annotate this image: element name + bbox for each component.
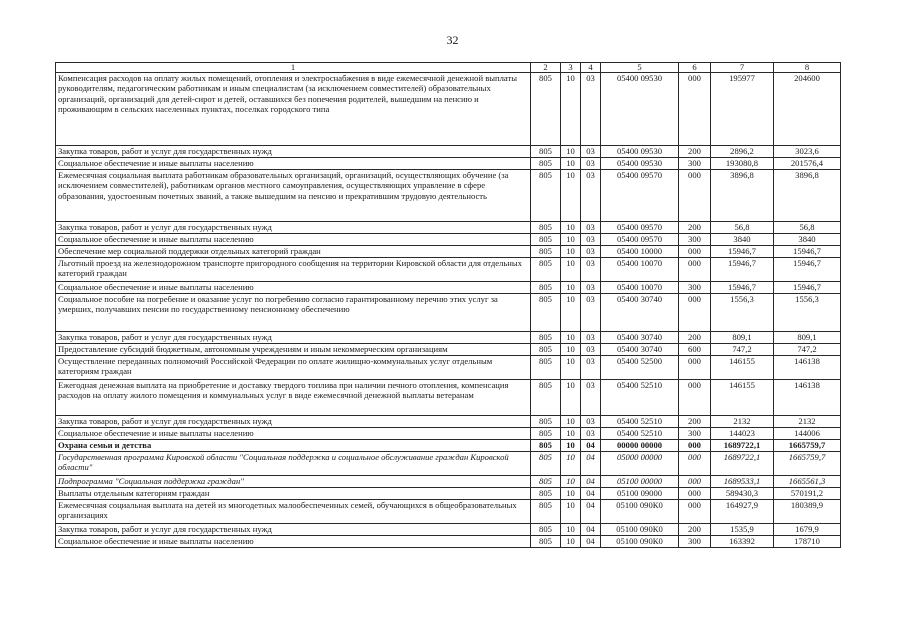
cell-amount-year1: 195977: [711, 73, 774, 146]
cell-subsection: 03: [581, 380, 601, 416]
cell-expense-type: 000: [679, 258, 711, 282]
cell-ministry: 805: [531, 356, 561, 380]
cell-ministry: 805: [531, 344, 561, 356]
cell-target-code: 05100 09000: [601, 488, 679, 500]
cell-ministry: 805: [531, 416, 561, 428]
table-row: [56, 344, 841, 356]
cell-target-code: 05400 10070: [601, 282, 679, 294]
cell-target-code: 05400 30740: [601, 294, 679, 332]
header-cell: 5: [601, 63, 679, 73]
cell-subsection: 03: [581, 73, 601, 146]
cell-section: 10: [561, 294, 581, 332]
table-row: [56, 222, 841, 234]
cell-amount-year2: 15946,7: [774, 282, 841, 294]
cell-amount-year2: 3896,8: [774, 170, 841, 222]
cell-subsection: 03: [581, 356, 601, 380]
cell-amount-year2: 15946,7: [774, 258, 841, 282]
cell-expense-type: 000: [679, 380, 711, 416]
cell-amount-year1: 146155: [711, 356, 774, 380]
cell-target-code: 05400 10000: [601, 246, 679, 258]
page-number: 32: [446, 33, 459, 47]
cell-name: Ежегодная денежная выплата на приобретение и доставку твердого топлива при наличии печного отопления, компенсация расходов на оплату жилого помещения и коммунальных услуг в виде ежемесячной денежной выплаты ветеранам: [56, 380, 531, 416]
table-row: [56, 452, 841, 476]
cell-amount-year2: 146138: [774, 380, 841, 416]
table-row: [56, 536, 841, 548]
cell-amount-year1: 15946,7: [711, 282, 774, 294]
cell-amount-year2: 144006: [774, 428, 841, 440]
cell-subsection: 04: [581, 488, 601, 500]
cell-amount-year2: 201576,4: [774, 158, 841, 170]
cell-ministry: 805: [531, 332, 561, 344]
cell-amount-year2: 747,2: [774, 344, 841, 356]
cell-target-code: 05100 090К0: [601, 500, 679, 524]
cell-section: 10: [561, 344, 581, 356]
cell-amount-year2: 1679,9: [774, 524, 841, 536]
cell-expense-type: 000: [679, 440, 711, 452]
cell-ministry: 805: [531, 234, 561, 246]
cell-target-code: 05100 090К0: [601, 536, 679, 548]
table-row: [56, 282, 841, 294]
cell-name: Закупка товаров, работ и услуг для государственных нужд: [56, 416, 531, 428]
budget-table: [55, 62, 841, 548]
cell-expense-type: 300: [679, 536, 711, 548]
cell-ministry: 805: [531, 282, 561, 294]
cell-target-code: 05400 09530: [601, 146, 679, 158]
cell-ministry: 805: [531, 222, 561, 234]
table-header-row: [56, 63, 841, 73]
cell-subsection: 04: [581, 440, 601, 452]
cell-ministry: 805: [531, 246, 561, 258]
cell-amount-year1: 1689722,1: [711, 440, 774, 452]
cell-target-code: 00000 00000: [601, 440, 679, 452]
header-cell: 8: [774, 63, 841, 73]
cell-amount-year2: 1556,3: [774, 294, 841, 332]
table-row: [56, 170, 841, 222]
cell-name: Обеспечение мер социальной поддержки отдельных категорий граждан: [56, 246, 531, 258]
cell-amount-year1: 3840: [711, 234, 774, 246]
table-row: [56, 488, 841, 500]
cell-amount-year1: 1556,3: [711, 294, 774, 332]
cell-target-code: 05100 00000: [601, 476, 679, 488]
cell-subsection: 03: [581, 416, 601, 428]
cell-amount-year1: 2896,2: [711, 146, 774, 158]
table-row: [56, 73, 841, 146]
cell-expense-type: 300: [679, 282, 711, 294]
cell-section: 10: [561, 524, 581, 536]
cell-subsection: 03: [581, 170, 601, 222]
cell-expense-type: 000: [679, 452, 711, 476]
cell-subsection: 03: [581, 146, 601, 158]
cell-section: 10: [561, 416, 581, 428]
cell-expense-type: 000: [679, 356, 711, 380]
cell-section: 10: [561, 428, 581, 440]
cell-subsection: 03: [581, 332, 601, 344]
cell-ministry: 805: [531, 500, 561, 524]
cell-target-code: 05000 00000: [601, 452, 679, 476]
cell-name: Государственная программа Кировской области "Социальная поддержка и социальное обслуживание граждан Кировской области": [56, 452, 531, 476]
cell-target-code: 05400 10070: [601, 258, 679, 282]
cell-target-code: 05400 30740: [601, 332, 679, 344]
cell-expense-type: 600: [679, 344, 711, 356]
cell-section: 10: [561, 73, 581, 146]
cell-amount-year2: 2132: [774, 416, 841, 428]
cell-amount-year2: 1665759,7: [774, 440, 841, 452]
cell-subsection: 03: [581, 294, 601, 332]
cell-expense-type: 200: [679, 146, 711, 158]
cell-subsection: 03: [581, 158, 601, 170]
cell-name: Закупка товаров, работ и услуг для государственных нужд: [56, 524, 531, 536]
cell-amount-year2: 1665561,3: [774, 476, 841, 488]
cell-subsection: 03: [581, 258, 601, 282]
cell-name: Закупка товаров, работ и услуг для государственных нужд: [56, 222, 531, 234]
cell-name: Социальное обеспечение и иные выплаты населению: [56, 234, 531, 246]
cell-ministry: 805: [531, 536, 561, 548]
cell-expense-type: 300: [679, 158, 711, 170]
cell-ministry: 805: [531, 158, 561, 170]
table-row: [56, 428, 841, 440]
cell-name: Ежемесячная социальная выплата работникам образовательных организаций, организаций, осуществляющих обучение (за исключением совместителей), работникам органов местного самоуправления, осуществляющих управление в сфере образования, удостоенным почетных званий, а также вышедшим на пенсию и прекратившим трудовую деятельность: [56, 170, 531, 222]
cell-amount-year2: 1665759,7: [774, 452, 841, 476]
header-cell: 4: [581, 63, 601, 73]
cell-target-code: 05400 52510: [601, 428, 679, 440]
cell-amount-year2: 56,8: [774, 222, 841, 234]
cell-amount-year1: 2132: [711, 416, 774, 428]
cell-target-code: 05400 52510: [601, 416, 679, 428]
cell-amount-year1: 809,1: [711, 332, 774, 344]
cell-amount-year2: 178710: [774, 536, 841, 548]
cell-subsection: 03: [581, 428, 601, 440]
cell-subsection: 04: [581, 536, 601, 548]
cell-subsection: 04: [581, 500, 601, 524]
cell-section: 10: [561, 476, 581, 488]
cell-target-code: 05400 52510: [601, 380, 679, 416]
cell-ministry: 805: [531, 440, 561, 452]
cell-name: Компенсация расходов на оплату жилых помещений, отопления и электроснабжения в виде ежемесячной денежной выплаты руководителям, педагогическим работникам и иным специалистам (за исключением совместителей) образовательных организаций, организаций для детей-сирот и детей, оставшихся без попечения родителей, вышедшим на пенсию и проживающим в сельских населенных пунктах, поселках городского типа: [56, 73, 531, 146]
cell-section: 10: [561, 222, 581, 234]
cell-amount-year2: 3023,6: [774, 146, 841, 158]
cell-subsection: 03: [581, 246, 601, 258]
cell-target-code: 05100 090К0: [601, 524, 679, 536]
cell-expense-type: 200: [679, 332, 711, 344]
cell-amount-year1: 15946,7: [711, 258, 774, 282]
cell-target-code: 05400 52500: [601, 356, 679, 380]
cell-target-code: 05400 09530: [601, 158, 679, 170]
cell-name: Осуществление переданных полномочий Российской Федерации по оплате жилищно-коммунальных услуг отдельным категориям граждан: [56, 356, 531, 380]
cell-name: Социальное обеспечение и иные выплаты населению: [56, 536, 531, 548]
cell-expense-type: 000: [679, 246, 711, 258]
cell-amount-year1: 1535,9: [711, 524, 774, 536]
cell-section: 10: [561, 380, 581, 416]
cell-subsection: 03: [581, 234, 601, 246]
header-cell: 6: [679, 63, 711, 73]
table-row: [56, 258, 841, 282]
header-cell: 3: [561, 63, 581, 73]
cell-name: Социальное обеспечение и иные выплаты населению: [56, 282, 531, 294]
cell-name: Социальное пособие на погребение и оказание услуг по погребению согласно гарантированному перечню этих услуг за умерших, получавших пенсии по государственному пенсионному обеспечению: [56, 294, 531, 332]
cell-amount-year2: 180389,9: [774, 500, 841, 524]
cell-amount-year1: 164927,9: [711, 500, 774, 524]
cell-amount-year2: 146138: [774, 356, 841, 380]
cell-expense-type: 000: [679, 73, 711, 146]
table-row: [56, 294, 841, 332]
table-row: [56, 146, 841, 158]
cell-section: 10: [561, 146, 581, 158]
cell-ministry: 805: [531, 476, 561, 488]
cell-ministry: 805: [531, 146, 561, 158]
cell-ministry: 805: [531, 258, 561, 282]
cell-amount-year1: 56,8: [711, 222, 774, 234]
table-row: [56, 524, 841, 536]
cell-expense-type: 000: [679, 488, 711, 500]
header-cell: 7: [711, 63, 774, 73]
cell-target-code: 05400 30740: [601, 344, 679, 356]
cell-expense-type: 300: [679, 428, 711, 440]
cell-amount-year1: 146155: [711, 380, 774, 416]
cell-name: Ежемесячная социальная выплата на детей из многодетных малообеспеченных семей, обучающихся в общеобразовательных организациях: [56, 500, 531, 524]
cell-expense-type: 200: [679, 416, 711, 428]
table-row: [56, 500, 841, 524]
cell-amount-year1: 3896,8: [711, 170, 774, 222]
cell-subsection: 03: [581, 282, 601, 294]
cell-section: 10: [561, 158, 581, 170]
cell-section: 10: [561, 258, 581, 282]
table-row: [56, 416, 841, 428]
cell-name: Предоставление субсидий бюджетным, автономным учреждениям и иным некоммерческим организациям: [56, 344, 531, 356]
cell-name: Подпрограмма "Социальная поддержка граждан": [56, 476, 531, 488]
cell-target-code: 05400 09570: [601, 222, 679, 234]
cell-subsection: 03: [581, 222, 601, 234]
cell-ministry: 805: [531, 73, 561, 146]
table-row: [56, 380, 841, 416]
cell-section: 10: [561, 170, 581, 222]
table-row: [56, 234, 841, 246]
cell-amount-year2: 3840: [774, 234, 841, 246]
cell-name: Закупка товаров, работ и услуг для государственных нужд: [56, 146, 531, 158]
cell-amount-year1: 193080,8: [711, 158, 774, 170]
cell-subsection: 04: [581, 476, 601, 488]
cell-amount-year1: 15946,7: [711, 246, 774, 258]
cell-section: 10: [561, 332, 581, 344]
cell-ministry: 805: [531, 294, 561, 332]
cell-expense-type: 000: [679, 476, 711, 488]
cell-amount-year2: 15946,7: [774, 246, 841, 258]
cell-ministry: 805: [531, 452, 561, 476]
cell-expense-type: 000: [679, 500, 711, 524]
cell-ministry: 805: [531, 428, 561, 440]
header-cell: 1: [56, 63, 531, 73]
cell-name: Закупка товаров, работ и услуг для государственных нужд: [56, 332, 531, 344]
cell-amount-year1: 163392: [711, 536, 774, 548]
cell-expense-type: 000: [679, 294, 711, 332]
cell-name: Охрана семьи и детства: [56, 440, 531, 452]
cell-ministry: 805: [531, 380, 561, 416]
cell-subsection: 04: [581, 524, 601, 536]
table-row: [56, 476, 841, 488]
cell-name: Социальное обеспечение и иные выплаты населению: [56, 158, 531, 170]
cell-name: Льготный проезд на железнодорожном транспорте пригородного сообщения на территории Кировской области для отдельных категорий граждан: [56, 258, 531, 282]
cell-section: 10: [561, 536, 581, 548]
cell-section: 10: [561, 488, 581, 500]
table-row: [56, 440, 841, 452]
cell-amount-year2: 204600: [774, 73, 841, 146]
table-row: [56, 246, 841, 258]
cell-section: 10: [561, 356, 581, 380]
table-row: [56, 158, 841, 170]
cell-amount-year1: 144023: [711, 428, 774, 440]
cell-ministry: 805: [531, 488, 561, 500]
cell-expense-type: 200: [679, 524, 711, 536]
cell-section: 10: [561, 440, 581, 452]
cell-amount-year2: 809,1: [774, 332, 841, 344]
cell-amount-year1: 589430,3: [711, 488, 774, 500]
cell-section: 10: [561, 500, 581, 524]
cell-target-code: 05400 09570: [601, 170, 679, 222]
cell-name: Социальное обеспечение и иные выплаты населению: [56, 428, 531, 440]
cell-amount-year2: 570191,2: [774, 488, 841, 500]
cell-section: 10: [561, 452, 581, 476]
cell-name: Выплаты отдельным категориям граждан: [56, 488, 531, 500]
cell-amount-year1: 747,2: [711, 344, 774, 356]
cell-ministry: 805: [531, 170, 561, 222]
cell-ministry: 805: [531, 524, 561, 536]
cell-amount-year1: 1689533,1: [711, 476, 774, 488]
header-cell: 2: [531, 63, 561, 73]
cell-amount-year1: 1689722,1: [711, 452, 774, 476]
cell-target-code: 05400 09530: [601, 73, 679, 146]
cell-section: 10: [561, 246, 581, 258]
cell-subsection: 03: [581, 344, 601, 356]
cell-section: 10: [561, 234, 581, 246]
table-row: [56, 332, 841, 344]
cell-expense-type: 300: [679, 234, 711, 246]
table-row: [56, 356, 841, 380]
cell-expense-type: 000: [679, 170, 711, 222]
cell-expense-type: 200: [679, 222, 711, 234]
cell-section: 10: [561, 282, 581, 294]
cell-target-code: 05400 09570: [601, 234, 679, 246]
cell-subsection: 04: [581, 452, 601, 476]
